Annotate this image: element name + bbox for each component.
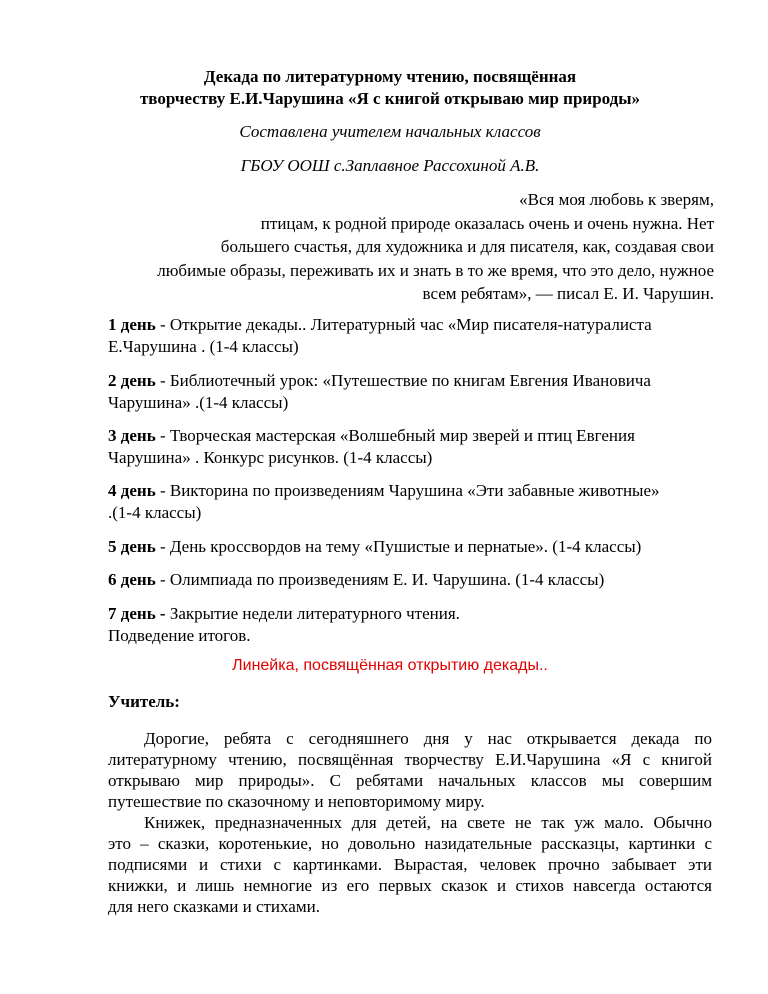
paragraph-line: литературному чтению, посвящённая творчеству Е.И.Чарушина «Я с книгой <box>108 750 712 769</box>
day-label: 3 день <box>108 426 156 445</box>
day-text: - Открытие декады.. Литературный час «Мир писателя-натуралиста <box>155 315 652 334</box>
epigraph-line: «Вся моя любовь к зверям, <box>519 190 714 209</box>
paragraph-line: это – сказки, коротенькие, но довольно назидательные рассказцы, картинки с <box>108 834 712 853</box>
day-label: 4 день <box>108 481 156 500</box>
document-title <box>100 66 680 110</box>
day-text: - День кроссвордов на тему «Пушистые и пернатые». (1-4 классы) <box>155 537 642 556</box>
epigraph-line: большего счастья, для художника и для писателя, как, создавая свои <box>220 237 714 256</box>
day-text: - Библиотечный урок: «Путешествие по книгам Евгения Ивановича <box>155 371 651 390</box>
paragraph-line: подписями и стихи с картинками. Вырастая, человек прочно забывает эти <box>108 855 712 874</box>
author-line-2: ГБОУ ООШ с.Заплавное Рассохиной А.В. <box>240 156 540 175</box>
day-label: 7 день - <box>108 604 166 623</box>
day-text-cont: Чарушина» .(1-4 классы) <box>108 393 289 412</box>
teacher-label: Учитель: <box>108 692 180 711</box>
paragraph-line: для него сказками и стихами. <box>108 897 320 916</box>
paragraph-line: Книжек, предназначенных для детей, на свете не так уж мало. Обычно <box>144 813 712 832</box>
day-text: Закрытие недели литературного чтения. <box>165 604 460 623</box>
schedule-day-4 <box>108 480 708 524</box>
schedule-day-2 <box>108 370 708 414</box>
author-line-1: Составлена учителем начальных классов <box>239 122 541 141</box>
day-text-cont: Чарушина» . Конкурс рисунков. (1-4 классы) <box>108 448 433 467</box>
day-text: - Олимпиада по произведениям Е. И. Чарушина. (1-4 классы) <box>155 570 605 589</box>
schedule-day-6 <box>108 569 708 591</box>
day-label: 5 день <box>108 537 156 556</box>
paragraph-line: путешествие по сказочному и неповторимому миру. <box>108 792 485 811</box>
day-text-cont: .(1-4 классы) <box>108 503 202 522</box>
epigraph-line: любимые образы, переживать их и знать в то же время, что это дело, нужное <box>157 260 714 280</box>
day-text-cont: Е.Чарушина . (1-4 классы) <box>108 337 299 356</box>
day-text: - Викторина по произведениям Чарушина «Эти забавные животные» <box>155 481 660 500</box>
title-line-2: творчеству Е.И.Чарушина «Я с книгой открываю мир природы» <box>139 89 641 108</box>
day-label: 6 день <box>108 570 156 589</box>
schedule-day-7 <box>108 603 708 647</box>
paragraph-line: книжки, и лишь немногие из его первых сказок и стихов навсегда остаются <box>108 876 712 895</box>
day-text: - Творческая мастерская «Волшебный мир зверей и птиц Евгения <box>155 426 635 445</box>
ceremony-heading: Линейка, посвящённая открытию декады.. <box>232 657 548 674</box>
schedule-day-5 <box>108 536 708 558</box>
paragraph-line: Дорогие, ребята с сегодняшнего дня у нас открывается декада по <box>144 729 712 748</box>
epigraph-line: всем ребятам», — писал Е. И. Чарушин. <box>422 284 714 303</box>
epigraph-quote <box>90 188 714 306</box>
epigraph-line: птицам, к родной природе оказалась очень и очень нужна. Нет <box>260 213 714 233</box>
title-line-1: Декада по литературному чтению, посвящённая <box>203 67 577 86</box>
schedule-day-1 <box>108 314 708 358</box>
day-label: 2 день <box>108 371 156 390</box>
day-text-cont: Подведение итогов. <box>108 626 251 645</box>
day-label: 1 день <box>108 315 156 334</box>
paragraph-books <box>108 812 712 917</box>
schedule-day-3 <box>108 425 708 469</box>
paragraph-intro <box>108 728 712 812</box>
paragraph-line: открываю мир природы». С ребятами начальных классов мы совершим <box>108 771 712 790</box>
